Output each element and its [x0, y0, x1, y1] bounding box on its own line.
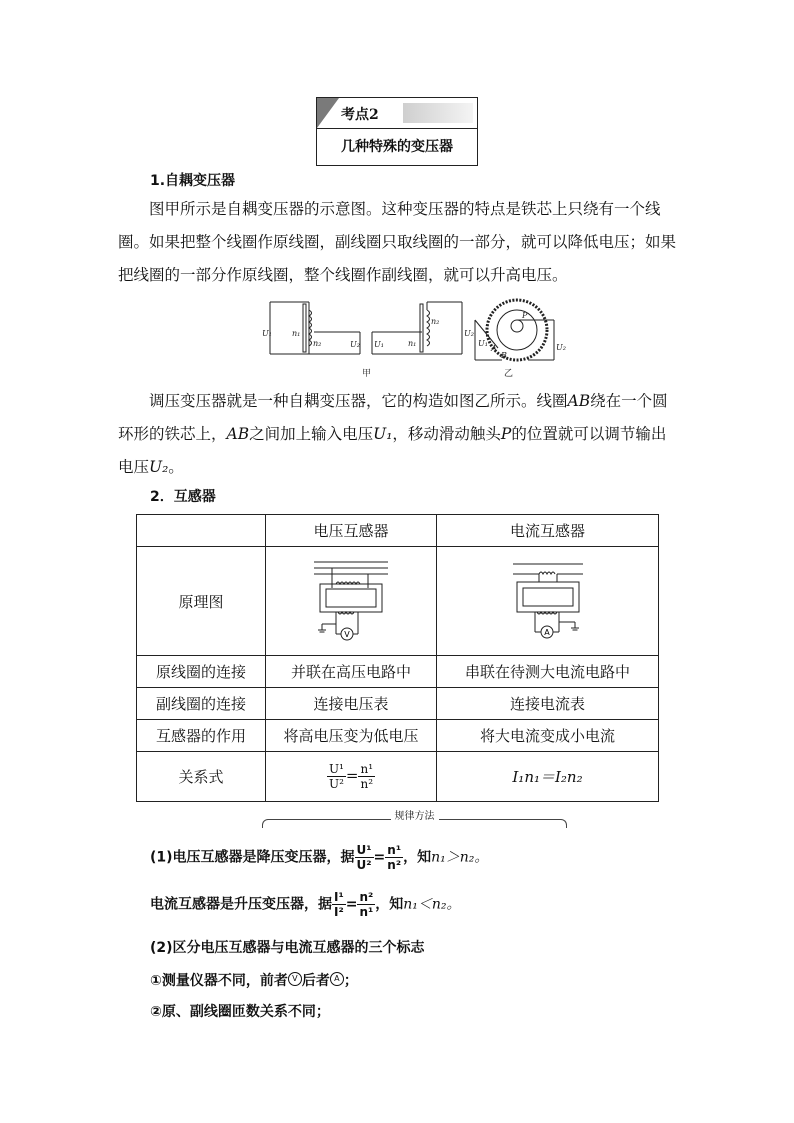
rule-2-i-den: I²	[334, 905, 344, 919]
section-heading-1: 1.自耦变压器	[150, 173, 236, 189]
paragraph-2-text-5: 的位置就可以调节输出电压	[118, 425, 667, 476]
caption-yi: 乙	[504, 369, 514, 379]
term-ab: AB	[567, 392, 591, 410]
rule-2-text-b: ，知	[375, 896, 404, 913]
table-row-primary	[137, 656, 659, 688]
cell-relation-voltage	[266, 752, 437, 802]
label-u1-mid: U₁	[374, 340, 384, 349]
rule-2	[150, 890, 461, 919]
rule-1-text-a: (1)电压互感器是降压变压器，据	[150, 849, 355, 866]
fraction-u-denominator: U²	[328, 777, 344, 791]
fraction-n	[358, 762, 375, 791]
table-corner	[137, 515, 266, 547]
transformer-table	[136, 514, 659, 802]
col-header-current: 电流互感器	[437, 515, 659, 547]
paragraph-2-text-3: 之间加上输入电压	[249, 425, 374, 443]
topic-box-bar	[403, 103, 473, 123]
row-header-secondary: 副线圈的连接	[137, 688, 266, 720]
table-row-secondary	[137, 688, 659, 720]
term-p: P	[500, 425, 512, 443]
ammeter-symbol-icon: A	[330, 972, 344, 986]
row-header-diagram: 原理图	[137, 547, 266, 656]
rule-4-text-a: ①测量仪器不同，前者	[150, 973, 288, 989]
rule-1-n-num: n¹	[387, 843, 402, 857]
row-header-role: 互感器的作用	[137, 720, 266, 752]
topic-title: 几种特殊的变压器	[341, 139, 453, 155]
cell-role-current: 将大电流变成小电流	[437, 720, 659, 752]
rule-4	[150, 970, 358, 990]
rule-2-text-c: n₁＜n₂。	[403, 896, 461, 913]
fraction-n-numerator: n¹	[360, 762, 374, 776]
rule-1	[150, 843, 488, 872]
rule-2-n-den: n¹	[359, 905, 374, 919]
voltage-transformer-diagram	[306, 554, 396, 644]
table-row-diagram	[137, 547, 659, 656]
topic-label: 考点2	[341, 107, 379, 123]
table-row-relation	[137, 752, 659, 802]
label-n1-left: n₁	[292, 329, 301, 338]
fraction-n-denominator: n²	[360, 777, 374, 791]
rule-2-fraction-i	[332, 890, 346, 919]
rule-4-text-b: 后者	[301, 973, 330, 989]
rule-1-n-den: n²	[387, 858, 402, 872]
voltage-transformer-diagram-cell	[266, 547, 437, 656]
rule-banner	[262, 807, 567, 827]
rule-2-n-num: n²	[359, 890, 374, 904]
cell-secondary-voltage: 连接电压表	[266, 688, 437, 720]
row-header-primary: 原线圈的连接	[137, 656, 266, 688]
fraction-u-numerator: U¹	[328, 762, 344, 776]
label-n2-mid: n₂	[431, 317, 440, 326]
current-transformer-diagram	[503, 554, 593, 644]
rule-2-fraction-n	[357, 890, 375, 919]
topic-box	[316, 97, 478, 166]
current-transformer-diagram-cell	[437, 547, 659, 656]
rule-1-u-den: U²	[356, 858, 372, 872]
label-b: B	[501, 351, 507, 360]
rule-1-text-c: n₁＞n₂。	[431, 849, 489, 866]
cell-primary-current: 串联在待测大电流电路中	[437, 656, 659, 688]
row-header-relation: 关系式	[137, 752, 266, 802]
rule-2-eq: =	[345, 896, 358, 913]
rule-1-u-num: U¹	[356, 843, 372, 857]
col-header-voltage: 电压互感器	[266, 515, 437, 547]
term-u2: U₂	[149, 458, 169, 476]
label-n2-left: n₂	[313, 339, 322, 348]
term-ab-2: AB	[226, 425, 250, 443]
paragraph-2-text-4: ，移动滑动触头	[392, 425, 501, 443]
caption-jia: 甲	[362, 369, 372, 379]
label-u1-left: U₁	[262, 329, 272, 338]
rule-1-eq: =	[373, 849, 386, 866]
cell-relation-current: I₁n₁＝I₂n₂	[437, 752, 659, 802]
topic-box-header	[317, 98, 477, 129]
fraction-u	[327, 762, 346, 791]
autotransformer-figure	[262, 296, 572, 382]
label-u1-right: U₁	[478, 339, 488, 348]
label-p: P	[522, 311, 528, 320]
paragraph-2-text-2: 绕在一个圆环形的铁芯上，	[118, 392, 668, 443]
paragraph-2-text-1: 调压变压器就是一种自耦变压器，它的构造如图乙所示。线圈	[149, 392, 568, 410]
voltmeter-icon: V	[344, 630, 350, 639]
paragraph-2-text-6: 。	[168, 458, 184, 476]
rule-banner-title: 规律方法	[391, 811, 439, 822]
voltmeter-symbol-icon: V	[288, 972, 302, 986]
rule-5: ②原、副线圈匝数关系不同；	[150, 1004, 330, 1020]
table-row-role	[137, 720, 659, 752]
rule-3: (2)区分电压互感器与电流互感器的三个标志	[150, 940, 425, 956]
label-n1-mid: n₁	[408, 339, 417, 348]
section-heading-2: 2．互感器	[150, 489, 216, 505]
cell-role-voltage: 将高电压变为低电压	[266, 720, 437, 752]
paragraph-1-text: 图甲所示是自耦变压器的示意图。这种变压器的特点是铁芯上只绕有一个线圈。如果把整个线圈作原线圈，副线圈只取线圈的一部分，就可以降低电压；如果把线圈的一部分作原线圈，整个线圈作副线圈，就可以升高电压。	[118, 200, 677, 284]
ammeter-icon: A	[543, 628, 550, 637]
paragraph-2	[118, 385, 678, 484]
cell-primary-voltage: 并联在高压电路中	[266, 656, 437, 688]
cell-secondary-current: 连接电流表	[437, 688, 659, 720]
rule-1-text-b: ，知	[403, 849, 432, 866]
rule-4-text-c: ；	[343, 973, 358, 989]
label-u2-left: U₂	[350, 340, 360, 349]
equals-sign: =	[345, 766, 359, 785]
rule-1-fraction-n	[385, 843, 403, 872]
label-u2-mid: U₂	[464, 329, 474, 338]
table-row-header	[137, 515, 659, 547]
topic-box-shade	[317, 98, 339, 128]
paragraph-1	[118, 193, 678, 292]
rule-2-i-num: I¹	[334, 890, 344, 904]
rule-2-text-a: 电流互感器是升压变压器，据	[150, 896, 332, 913]
label-u2-right: U₂	[556, 343, 566, 352]
label-a: A	[491, 344, 497, 353]
rule-1-fraction-u	[355, 843, 374, 872]
term-u1: U₁	[373, 425, 393, 443]
